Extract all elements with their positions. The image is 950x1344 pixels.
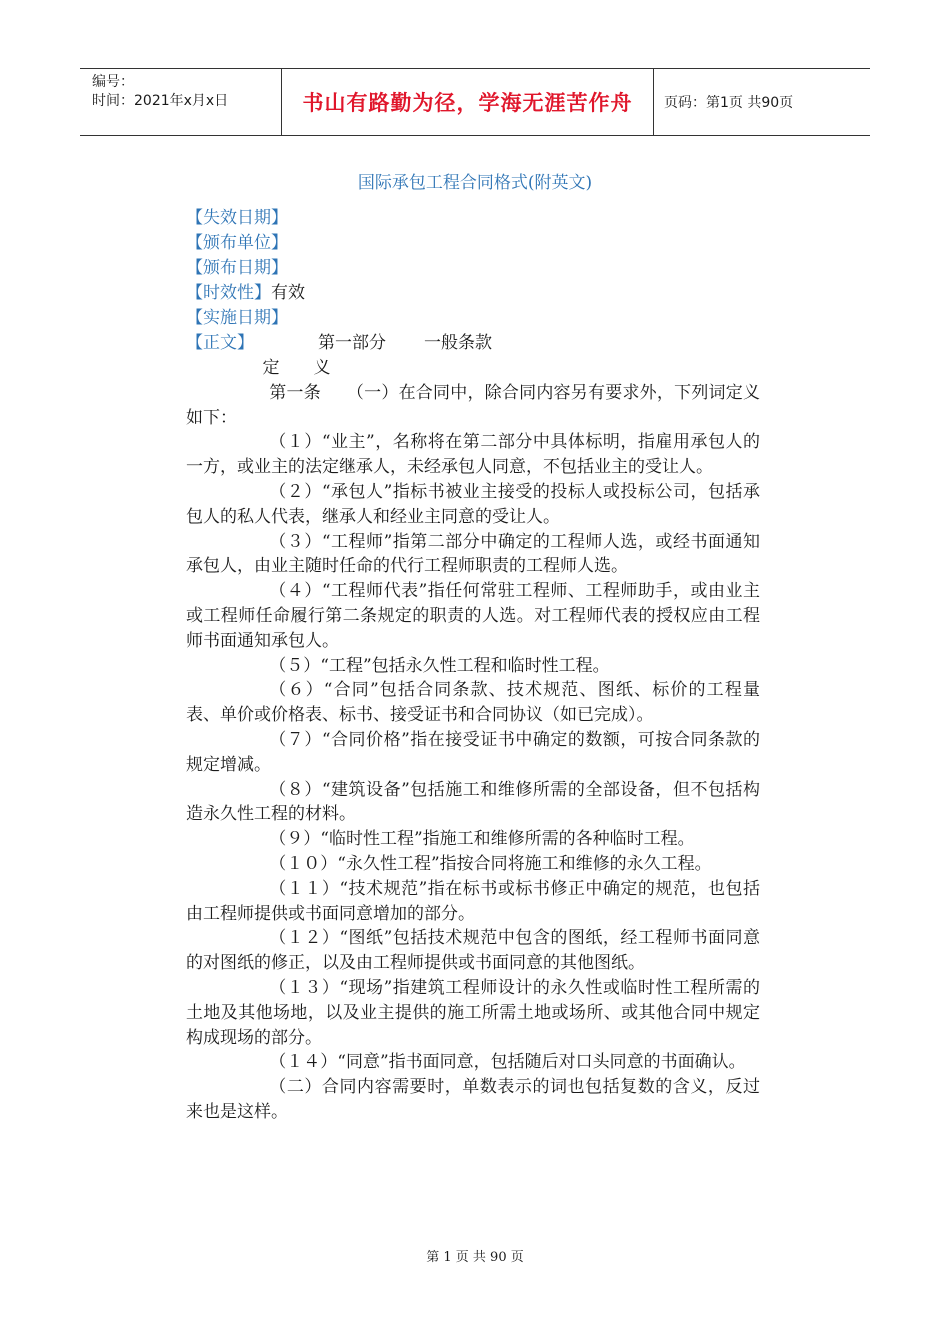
serial-number-label: 编号： [92, 74, 134, 90]
expiry-date-row [186, 206, 492, 231]
paragraph: 第一条 （一）在合同中，除合同内容另有要求外，下列词定义如下： [186, 382, 760, 428]
paragraph: （８）“建筑设备”包括施工和维修所需的全部设备，但不包括构造永久性工程的材料。 [186, 779, 760, 825]
paragraph: （１２）“图纸”包括技术规范中包含的图纸，经工程师书面同意的对图纸的修正，以及由工程师提供或书面同意的其他图纸。 [186, 928, 760, 974]
definition-heading: 定 义 [262, 358, 331, 378]
paragraph: （二）合同内容需要时，单数表示的词也包括复数的含义，反过来也是这样。 [186, 1077, 760, 1122]
paragraph: （６）“合同”包括合同条款、技术规范、图纸、标价的工程量表、单价或价格表、标书、接受证书和合同协议（如已完成）。 [186, 680, 760, 726]
validity-row [186, 281, 492, 306]
time-label: 时间：2021年x月x日 [92, 93, 229, 109]
effective-date-row [186, 306, 492, 331]
paragraph: （１４）“同意”指书面同意，包括随后对口头同意的书面确认。 [269, 1052, 746, 1073]
document-title: 国际承包工程合同格式(附英文) [357, 173, 593, 193]
body-row [186, 331, 492, 356]
paragraph: （７）“合同价格”指在接受证书中确定的数额，可按合同条款的规定增减。 [186, 729, 760, 775]
paragraph: （２）“承包人”指标书被业主接受的投标人或投标公司，包括承包人的私人代表，继承人和经业主同意的受让人。 [186, 481, 760, 527]
issuer-label: 【颁布单位】 [186, 233, 288, 253]
issue-date-row [186, 256, 492, 281]
expiry-date-label: 【失效日期】 [186, 208, 288, 228]
validity-label: 【时效性】 [186, 283, 271, 303]
paragraph: （３）“工程师”指第二部分中确定的工程师人选，或经书面通知承包人，由业主随时任命的代行工程师职责的工程师人选。 [186, 531, 760, 577]
issue-date-label: 【颁布日期】 [186, 258, 288, 278]
header-page-info: 页码：第1页 共90页 [664, 95, 794, 111]
paragraph: （１０）“永久性工程”指按合同将施工和维修的永久工程。 [269, 853, 712, 874]
page-footer: 第 1 页 共 90 页 [426, 1250, 524, 1265]
document-header [80, 68, 870, 136]
metadata-block [186, 206, 492, 356]
paragraph: （１３）“现场”指建筑工程师设计的永久性或临时性工程所需的土地及其他场地，以及业主提供的施工所需土地或场所、或其他合同中规定构成现场的部分。 [186, 977, 760, 1048]
paragraph: （５）“工程”包括永久性工程和临时性工程。 [269, 655, 610, 676]
body-label: 【正文】 [186, 333, 254, 353]
part-title: 第一部分 [318, 333, 386, 353]
part-subtitle: 一般条款 [424, 333, 492, 353]
header-left-cell [80, 69, 282, 135]
paragraph: （９）“临时性工程”指施工和维修所需的各种临时工程。 [269, 829, 695, 850]
effective-date-label: 【实施日期】 [186, 308, 288, 328]
paragraph: （１）“业主”，名称将在第二部分中具体标明，指雇用承包人的一方，或业主的法定继承人，未经承包人同意，不包括业主的受让人。 [186, 432, 760, 478]
header-motto: 书山有路勤为径，学海无涯苦作舟 [282, 69, 654, 135]
contract-body [186, 356, 760, 1125]
validity-value: 有效 [271, 283, 305, 303]
paragraph: （１１）“技术规范”指在标书或标书修正中确定的规范，也包括由工程师提供或书面同意增加的部分。 [186, 878, 760, 924]
issuer-row [186, 231, 492, 256]
paragraph: （４）“工程师代表”指任何常驻工程师、工程师助手，或由业主或工程师任命履行第二条规定的职责的人选。对工程师代表的授权应由工程师书面通知承包人。 [186, 581, 760, 651]
